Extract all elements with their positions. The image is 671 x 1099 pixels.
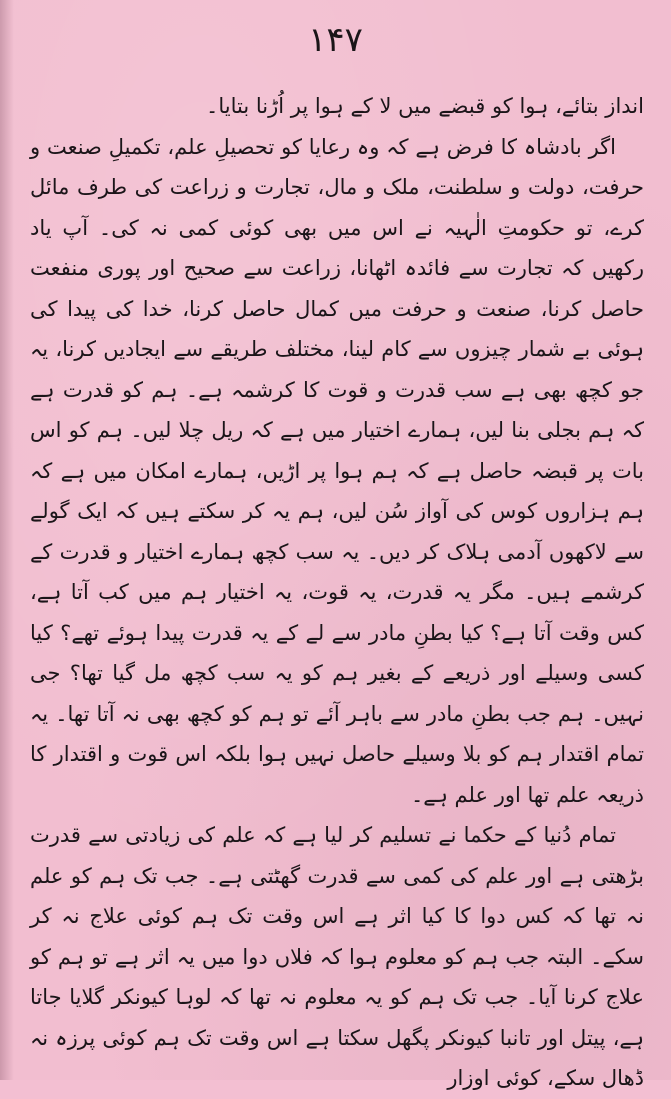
- paragraph: اگر بادشاہ کا فرض ہے کہ وہ رعایا کو تحصیلِ علم، تکمیلِ صنعت و حرفت، دولت و سلطنت، ملک و مال، تجارت و زراعت کی طرف مائل کرے، تو حکومتِ الٰہیہ نے اس میں بھی کوئی کمی نہ کی۔ آپ یاد رکھیں کہ تجارت سے فائدہ اٹھانا، زراعت سے صحیح اور پوری منفعت حاصل کرنا، صنعت و حرفت میں کمال حاصل کرنا، خدا کی پیدا کی ہوئی بے شمار چیزوں سے کام لینا، مختلف طریقے سے ایجادیں کرنا، یہ جو کچھ بھی ہے سب قدرت و قوت کا کرشمہ ہے۔ ہم کو قدرت ہے کہ ہم بجلی بنا لیں، ہمارے اختیار میں ہے کہ ریل چلا لیں۔ ہم کو اس بات پر قبضہ حاصل ہے کہ ہم ہوا پر اڑیں، ہمارے امکان میں ہے کہ ہم ہزاروں کوس کی آواز سُن لیں، ہم یہ کر سکتے ہیں کہ ایک گولے سے لاکھوں آدمی ہلاک کر دیں۔ یہ سب کچھ ہمارے اختیار و قدرت کے کرشمے ہیں۔ مگر یہ قدرت، یہ قوت، یہ اختیار ہم میں کب آتا ہے، کس وقت آتا ہے؟ کیا بطنِ مادر سے لے کے یہ قدرت پیدا ہوئے تھے؟ کیا کسی وسیلے اور ذریعے کے بغیر ہم کو یہ سب کچھ مل گیا تھا؟ جی نہیں۔ ہم جب بطنِ مادر سے باہر آئے تو ہم کو کچھ بھی نہ آتا تھا۔ یہ تمام اقتدار ہم کو بلا وسیلے حاصل نہیں ہوا بلکہ اس قوت و اقتدار کا ذریعہ علم تھا اور علم ہے۔: [30, 134, 644, 807]
- paragraph: انداز بتائے، ہوا کو قبضے میں لا کے ہوا پر اُڑنا بتایا۔: [206, 94, 644, 118]
- page-edge-shadow: [0, 0, 14, 1080]
- page-body: [30, 86, 644, 1099]
- paragraph: تمام دُنیا کے حکما نے تسلیم کر لیا ہے کہ علم کی زیادتی سے قدرت بڑھتی ہے اور علم کی کمی سے قدرت گھٹتی ہے۔ جب تک ہم کو علم نہ تھا کہ کس دوا کا کیا اثر ہے اس وقت تک ہم کوئی علاج نہ کر سکے۔ البتہ جب ہم کو معلوم ہوا کہ فلاں دوا میں یہ اثر ہے تو ہم کو علاج کرنا آیا۔ جب تک ہم کو یہ معلوم نہ تھا کہ لوہا کیونکر گلایا جاتا ہے، پیتل اور تانبا کیونکر پگھل سکتا ہے اس وقت تک ہم کوئی پرزہ نہ ڈھال سکے، کوئی اوزار: [30, 823, 644, 1090]
- page-number: ۱۴۷: [308, 20, 363, 60]
